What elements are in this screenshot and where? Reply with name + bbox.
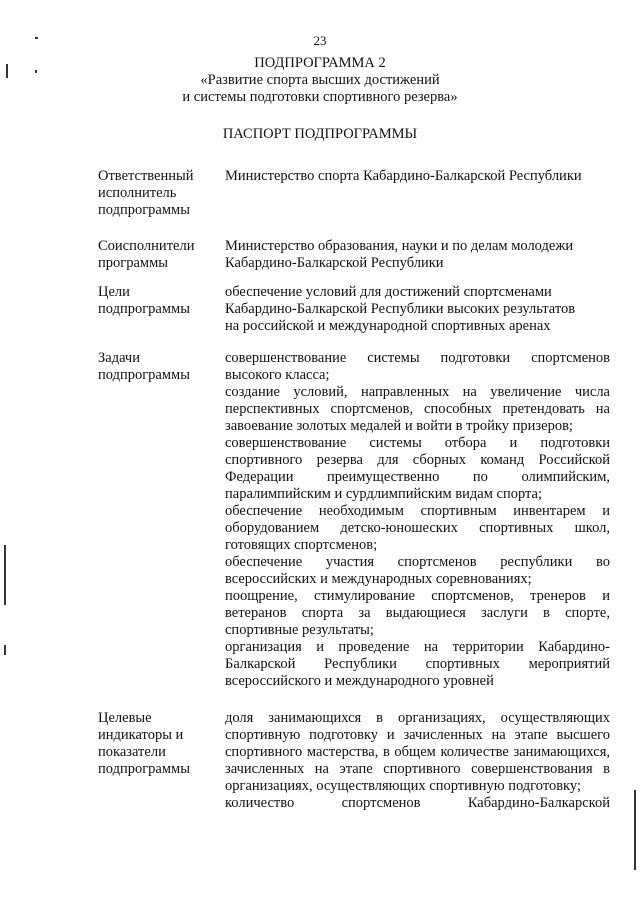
label-line: показатели <box>98 744 166 760</box>
label-line: Задачи <box>98 350 140 366</box>
subprogram-heading <box>0 55 640 106</box>
label-line: программы <box>98 255 168 271</box>
heading-line-1: ПОДПРОГРАММА 2 <box>254 55 386 71</box>
row-value <box>225 350 610 690</box>
heading-line-2: «Развитие спорта высших достижений <box>200 72 440 88</box>
scan-mark <box>35 37 38 39</box>
passport-title: ПАСПОРТ ПОДПРОГРАММЫ <box>222 126 418 142</box>
indicator-item: количество спортсменов Кабардино-Балкарской <box>225 795 610 811</box>
row-value <box>225 710 610 812</box>
label-line: исполнитель <box>98 185 177 201</box>
label-line: Ответственный <box>98 168 194 184</box>
task-item: поощрение, стимулирование спортсменов, тренеров и ветеранов спорта за выдающиеся заслуги в спорте, спортивные результаты; <box>225 588 610 638</box>
scan-mark <box>634 790 636 870</box>
task-item: обеспечение участия спортсменов республики во всероссийских и международных соревнованиях; <box>225 554 610 587</box>
value-line: обеспечение условий для достижений спортсменами <box>225 284 552 300</box>
label-line: подпрограммы <box>98 761 190 777</box>
task-item: организация и проведение на территории Кабардино-Балкарской Республики спортивных мероприятий всероссийского и международного уровней <box>225 639 610 689</box>
scan-mark <box>4 545 6 605</box>
scan-mark <box>35 70 37 73</box>
label-line: Соисполнители <box>98 238 195 254</box>
page-number: 23 <box>313 33 327 48</box>
task-item: создание условий, направленных на увеличение числа перспективных спортсменов, способных претендовать на завоевание золотых медалей и войти в тройку призеров; <box>225 384 610 434</box>
task-item: обеспечение необходимым спортивным инвентарем и оборудованием детско-юношеских спортивных школ, готовящих спортсменов; <box>225 503 610 553</box>
label-line: подпрограммы <box>98 301 190 317</box>
indicator-item: доля занимающихся в организациях, осуществляющих спортивную подготовку и зачисленных на этапе высшего спортивного мастерства, в общем количестве занимающихся, зачисленных на этапе спортивного совершенствования в организациях, осуществляющих спортивную подготовку; <box>225 710 610 794</box>
value-line: Кабардино-Балкарской Республики <box>225 255 444 271</box>
label-line: индикаторы и <box>98 727 184 743</box>
value-line: Министерство образования, науки и по делам молодежи <box>225 238 574 254</box>
row-label <box>98 284 218 318</box>
label-line: Цели <box>98 284 130 300</box>
heading-line-3: и системы подготовки спортивного резерва» <box>182 89 458 105</box>
task-item: совершенствование системы подготовки спортсменов высокого класса; <box>225 350 610 383</box>
value-line: Министерство спорта Кабардино-Балкарской Республики <box>225 168 582 184</box>
row-label <box>98 238 218 272</box>
label-line: подпрограммы <box>98 367 190 383</box>
label-line: подпрограммы <box>98 202 190 218</box>
label-line: Целевые <box>98 710 152 726</box>
scan-mark <box>4 645 6 655</box>
row-label <box>98 710 218 778</box>
task-item: совершенствование системы отбора и подготовки спортивного резерва для сборных команд Российской Федерации преимущественно по олимпийским, паралимпийским и сурдлимпийским видам спорта; <box>225 435 610 502</box>
row-label <box>98 350 218 384</box>
row-label <box>98 168 218 219</box>
value-line: на российской и международной спортивных аренах <box>225 318 551 334</box>
row-value <box>225 238 610 272</box>
row-value <box>225 168 610 185</box>
scan-mark <box>6 64 8 78</box>
row-value <box>225 284 610 335</box>
value-line: Кабардино-Балкарской Республики высоких результатов <box>225 301 576 317</box>
